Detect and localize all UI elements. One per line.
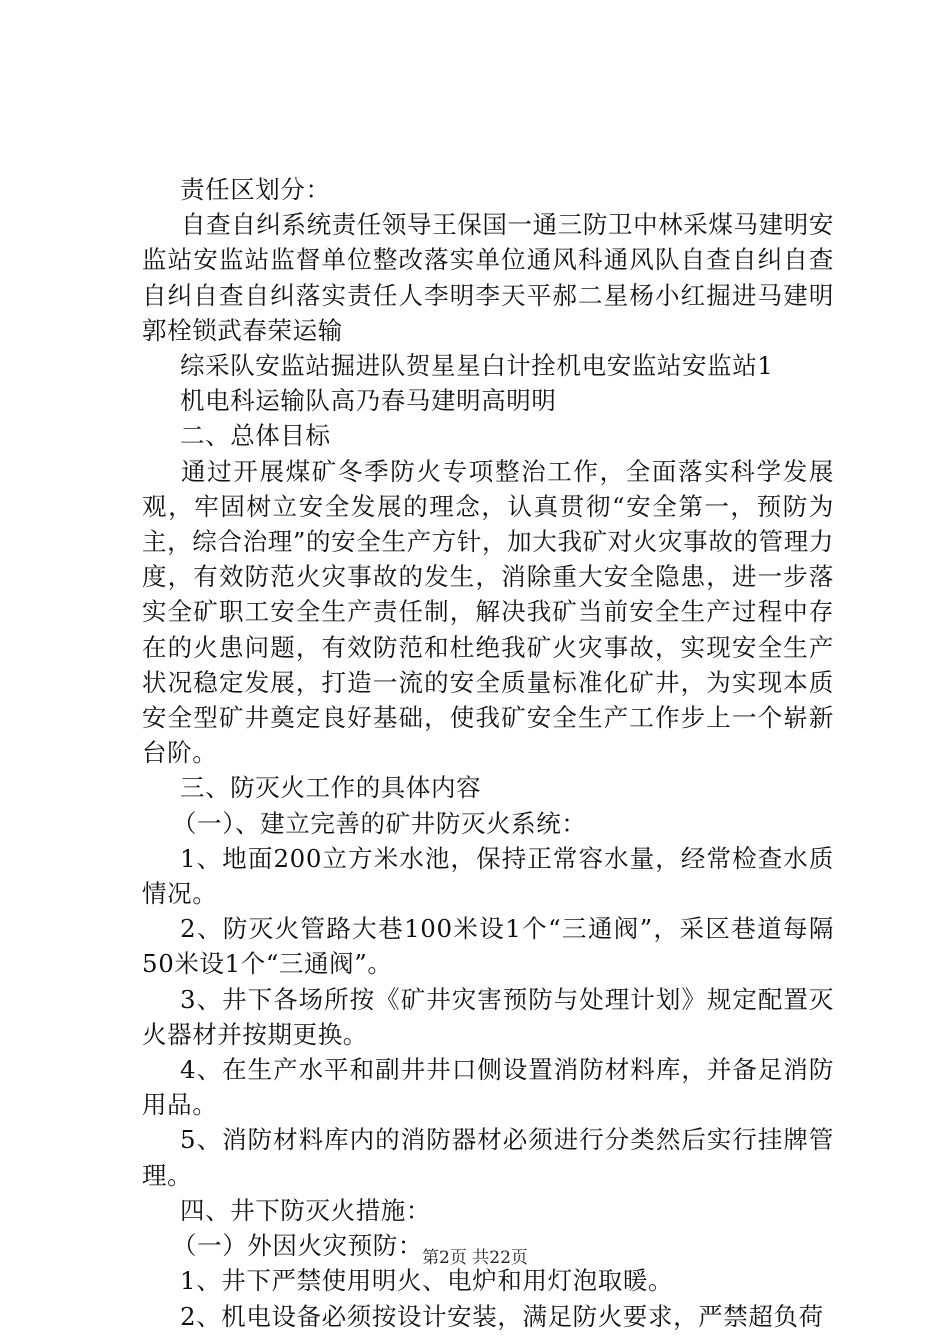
paragraph-goals: 通过开展煤矿冬季防火专项整治工作，全面落实科学发展观，牢固树立安全发展的理念，认真贯彻“安全第一，预防为主，综合治理”的安全生产方针，加大我矿对火灾事故的管理力度，有效防范火灾事故的发生，消除重大安全隐患，进一步落实全矿职工安全生产责任制，解决我矿当前安全生产过程中存在的火患问题，有效防范和杜绝我矿火灾事故，实现安全生产状况稳定发展，打造一流的安全质量标准化矿井，为实现本质安全型矿井奠定良好基础，使我矿安全生产工作步上一个崭新台阶。 — [142, 456, 834, 768]
measure-item-1: 1、井下严禁使用明火、电炉和用灯泡取暖。 — [180, 1266, 674, 1296]
section-heading-content: 三、防灭火工作的具体内容 — [180, 773, 482, 803]
section-heading-goals: 二、总体目标 — [180, 421, 331, 451]
list-item-5: 5、消防材料库内的消防器材必须进行分类然后实行挂牌管理。 — [142, 1125, 834, 1190]
paragraph-responsibility-line-3: 机电科运输队高乃春马建明高明明 — [180, 386, 557, 416]
list-item-4: 4、在生产水平和副井井口侧设置消防材料库，并备足消防用品。 — [142, 1055, 834, 1120]
list-item-3: 3、井下各场所按《矿井灾害预防与处理计划》规定配置灭火器材并按期更换。 — [142, 984, 834, 1049]
section-heading-responsibility: 责任区划分： — [180, 175, 331, 204]
document-body — [142, 172, 834, 1334]
paragraph-responsibility-line-2: 综采队安监站掘进队贺星星白计拴机电安监站安监站1 — [180, 351, 774, 381]
list-item-1: 1、地面200立方米水池，保持正常容水量，经常检查水质情况。 — [142, 843, 834, 909]
subheading-external-fire: （一）外因火灾预防： — [172, 1231, 423, 1261]
list-item-2: 2、防灭火管路大巷100米设1个“三通阀”，采区巷道每隔50米设1个“三通阀”。 — [142, 914, 834, 979]
paragraph-responsibility-list: 自查自纠系统责任领导王保国一通三防卫中林采煤马建明安监站安监站监督单位整改落实单位通风科通风队自查自纠自查自纠自查自纠落实责任人李明李天平郝二星杨小红掘进马建明郭栓锁武春荣运输 — [142, 210, 834, 345]
section-heading-measures: 四、井下防灭火措施： — [180, 1195, 431, 1225]
subheading-system: （一）、建立完善的矿井防灭火系统： — [172, 808, 587, 838]
page-number-footer: 第2页 共22页 — [422, 1248, 528, 1268]
measure-item-2: 2、机电设备必须按设计安装，满足防火要求，严禁超负荷 — [180, 1301, 824, 1331]
